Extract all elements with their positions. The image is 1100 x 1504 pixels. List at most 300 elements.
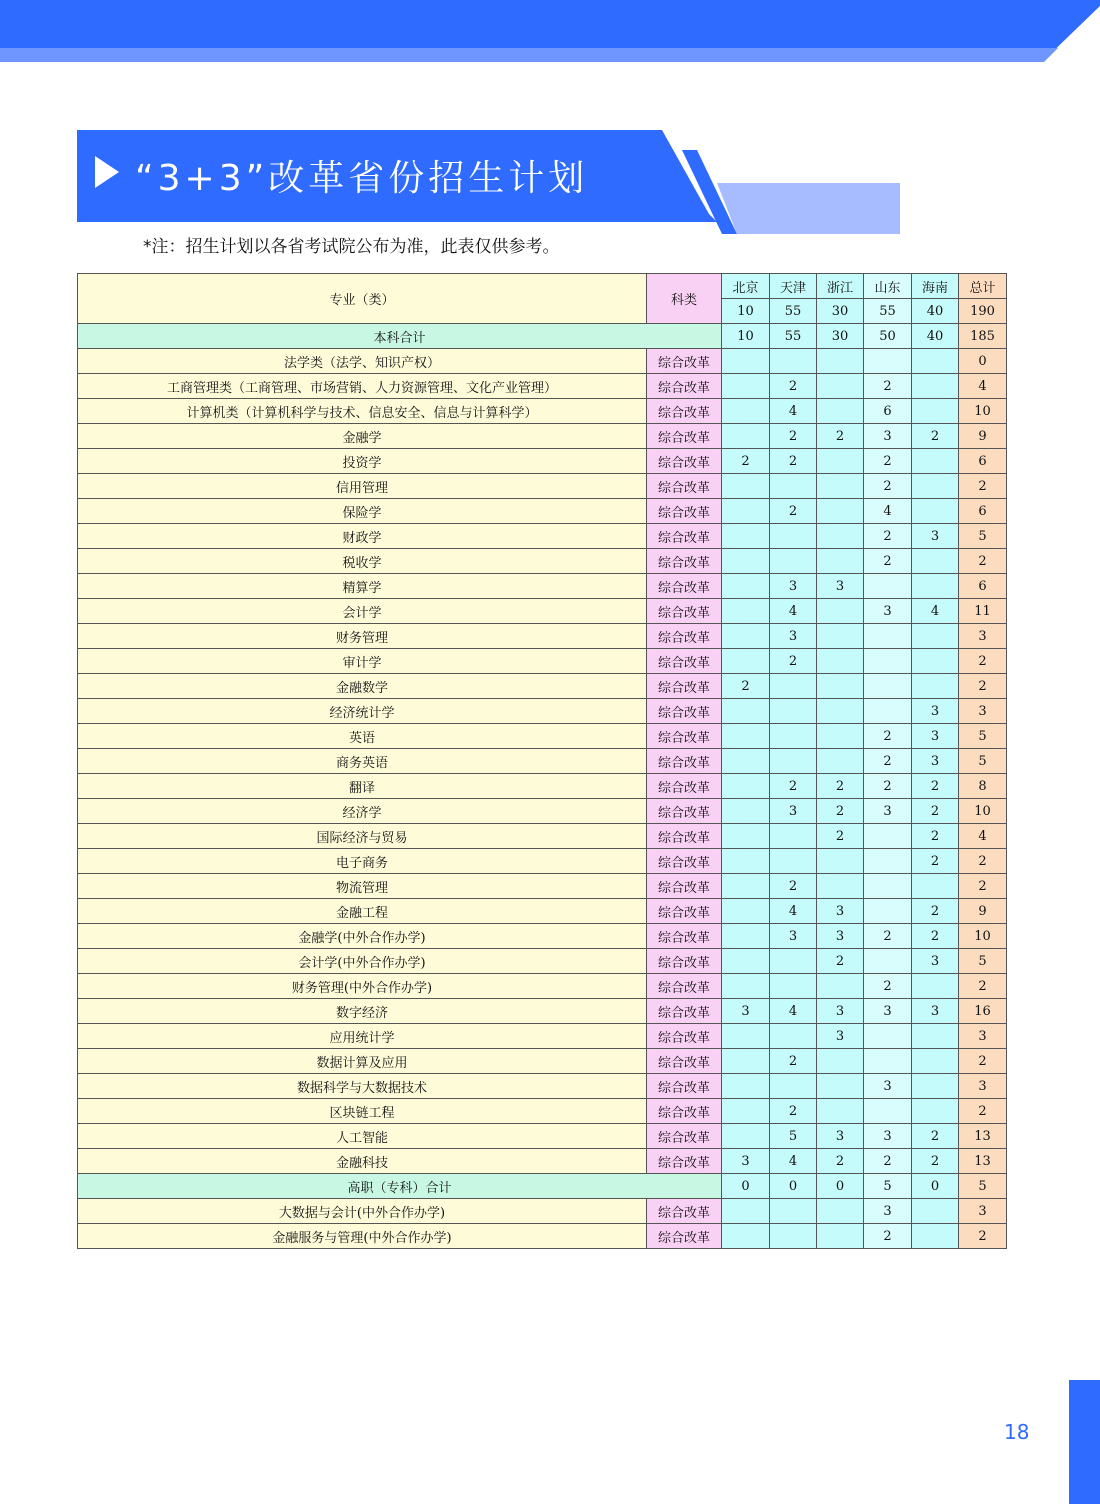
category-cell: 综合改革 bbox=[647, 899, 722, 924]
page-edge-tab bbox=[1069, 1380, 1100, 1504]
table-row bbox=[78, 699, 1007, 724]
row-total: 4 bbox=[959, 374, 1007, 399]
province-quota: 3 bbox=[817, 999, 864, 1024]
category-cell: 综合改革 bbox=[647, 349, 722, 374]
province-quota bbox=[770, 524, 817, 549]
table-row bbox=[78, 674, 1007, 699]
province-quota: 4 bbox=[864, 499, 912, 524]
summary-row bbox=[78, 324, 1007, 349]
province-quota: 2 bbox=[864, 374, 912, 399]
province-quota bbox=[770, 749, 817, 774]
province-quota bbox=[722, 574, 770, 599]
province-quota: 2 bbox=[817, 774, 864, 799]
province-quota: 3 bbox=[912, 749, 959, 774]
plan-total-cell: 190 bbox=[959, 299, 1007, 324]
province-quota bbox=[817, 699, 864, 724]
province-quota: 3 bbox=[722, 999, 770, 1024]
major-name: 金融科技 bbox=[78, 1149, 647, 1174]
row-total: 2 bbox=[959, 549, 1007, 574]
province-quota: 3 bbox=[770, 574, 817, 599]
summary-value: 50 bbox=[864, 324, 912, 349]
major-name: 财政学 bbox=[78, 524, 647, 549]
row-total: 10 bbox=[959, 399, 1007, 424]
major-name: 人工智能 bbox=[78, 1124, 647, 1149]
major-name: 金融学(中外合作办学) bbox=[78, 924, 647, 949]
province-quota: 2 bbox=[864, 524, 912, 549]
province-quota bbox=[770, 1024, 817, 1049]
province-quota bbox=[722, 624, 770, 649]
province-quota: 2 bbox=[912, 1124, 959, 1149]
province-quota: 4 bbox=[912, 599, 959, 624]
major-name: 计算机类（计算机科学与技术、信息安全、信息与计算科学） bbox=[78, 399, 647, 424]
province-quota bbox=[722, 699, 770, 724]
category-cell: 综合改革 bbox=[647, 674, 722, 699]
summary-value: 55 bbox=[770, 324, 817, 349]
table-row bbox=[78, 999, 1007, 1024]
province-quota: 2 bbox=[864, 924, 912, 949]
plan-total-cell: 30 bbox=[817, 299, 864, 324]
major-name: 大数据与会计(中外合作办学) bbox=[78, 1199, 647, 1224]
category-cell: 综合改革 bbox=[647, 374, 722, 399]
province-quota bbox=[722, 1224, 770, 1249]
province-quota bbox=[722, 649, 770, 674]
plan-total-cell: 10 bbox=[722, 299, 770, 324]
province-quota bbox=[864, 624, 912, 649]
province-quota: 2 bbox=[912, 424, 959, 449]
province-quota: 2 bbox=[770, 649, 817, 674]
category-cell: 综合改革 bbox=[647, 1149, 722, 1174]
province-quota: 3 bbox=[722, 1149, 770, 1174]
province-quota bbox=[722, 374, 770, 399]
table-row bbox=[78, 724, 1007, 749]
table-row bbox=[78, 374, 1007, 399]
row-total: 10 bbox=[959, 924, 1007, 949]
table-row bbox=[78, 349, 1007, 374]
province-quota bbox=[817, 599, 864, 624]
province-quota: 4 bbox=[770, 999, 817, 1024]
province-quota bbox=[770, 949, 817, 974]
table-row bbox=[78, 449, 1007, 474]
province-quota bbox=[817, 1199, 864, 1224]
category-cell: 综合改革 bbox=[647, 999, 722, 1024]
province-quota: 2 bbox=[864, 1149, 912, 1174]
province-quota bbox=[864, 1099, 912, 1124]
province-quota: 2 bbox=[864, 549, 912, 574]
table-row bbox=[78, 1049, 1007, 1074]
province-quota: 3 bbox=[864, 599, 912, 624]
major-name: 审计学 bbox=[78, 649, 647, 674]
row-total: 2 bbox=[959, 849, 1007, 874]
province-quota: 5 bbox=[770, 1124, 817, 1149]
table-row bbox=[78, 1024, 1007, 1049]
summary-row bbox=[78, 1174, 1007, 1199]
province-quota: 6 bbox=[864, 399, 912, 424]
province-quota bbox=[817, 474, 864, 499]
category-cell: 综合改革 bbox=[647, 1074, 722, 1099]
row-total: 3 bbox=[959, 1074, 1007, 1099]
province-quota: 3 bbox=[912, 524, 959, 549]
province-quota bbox=[864, 699, 912, 724]
header-row bbox=[78, 274, 1007, 299]
province-quota bbox=[864, 899, 912, 924]
province-quota bbox=[722, 849, 770, 874]
table-row bbox=[78, 1199, 1007, 1224]
province-quota bbox=[817, 399, 864, 424]
province-quota: 2 bbox=[912, 824, 959, 849]
major-name: 物流管理 bbox=[78, 874, 647, 899]
province-quota bbox=[864, 874, 912, 899]
province-quota bbox=[912, 474, 959, 499]
province-quota bbox=[912, 499, 959, 524]
row-total: 5 bbox=[959, 524, 1007, 549]
row-total: 5 bbox=[959, 949, 1007, 974]
province-quota bbox=[722, 349, 770, 374]
row-total: 6 bbox=[959, 574, 1007, 599]
table-row bbox=[78, 499, 1007, 524]
major-name: 区块链工程 bbox=[78, 1099, 647, 1124]
province-quota: 3 bbox=[770, 624, 817, 649]
row-total: 9 bbox=[959, 424, 1007, 449]
province-quota bbox=[722, 399, 770, 424]
table-row bbox=[78, 874, 1007, 899]
province-quota bbox=[817, 749, 864, 774]
row-total: 2 bbox=[959, 1224, 1007, 1249]
province-quota bbox=[722, 1074, 770, 1099]
province-quota bbox=[722, 949, 770, 974]
table-row bbox=[78, 824, 1007, 849]
province-quota bbox=[817, 1074, 864, 1099]
province-quota bbox=[864, 1024, 912, 1049]
table-row bbox=[78, 574, 1007, 599]
category-cell: 综合改革 bbox=[647, 749, 722, 774]
province-quota bbox=[912, 1099, 959, 1124]
table-row bbox=[78, 424, 1007, 449]
province-quota bbox=[722, 724, 770, 749]
major-name: 商务英语 bbox=[78, 749, 647, 774]
province-quota bbox=[912, 549, 959, 574]
table-row bbox=[78, 1149, 1007, 1174]
row-total: 4 bbox=[959, 824, 1007, 849]
province-quota: 2 bbox=[864, 774, 912, 799]
province-quota bbox=[912, 1199, 959, 1224]
province-quota: 2 bbox=[770, 499, 817, 524]
category-cell: 综合改革 bbox=[647, 599, 722, 624]
row-total: 10 bbox=[959, 799, 1007, 824]
province-quota bbox=[722, 524, 770, 549]
summary-label: 本科合计 bbox=[78, 324, 722, 349]
province-quota bbox=[770, 1074, 817, 1099]
category-cell: 综合改革 bbox=[647, 874, 722, 899]
row-total: 3 bbox=[959, 1199, 1007, 1224]
table-row bbox=[78, 549, 1007, 574]
province-quota bbox=[817, 674, 864, 699]
category-cell: 综合改革 bbox=[647, 574, 722, 599]
province-quota bbox=[912, 399, 959, 424]
province-quota: 2 bbox=[912, 1149, 959, 1174]
province-quota: 2 bbox=[817, 949, 864, 974]
category-cell: 综合改革 bbox=[647, 499, 722, 524]
province-quota bbox=[912, 1074, 959, 1099]
province-quota: 3 bbox=[864, 424, 912, 449]
province-quota: 3 bbox=[864, 1124, 912, 1149]
page-number: 18 bbox=[1004, 1420, 1030, 1444]
province-quota: 4 bbox=[770, 399, 817, 424]
province-quota bbox=[864, 824, 912, 849]
category-cell: 综合改革 bbox=[647, 949, 722, 974]
row-total: 2 bbox=[959, 1049, 1007, 1074]
plan-total-cell: 55 bbox=[770, 299, 817, 324]
province-quota bbox=[722, 799, 770, 824]
major-name: 应用统计学 bbox=[78, 1024, 647, 1049]
province-quota: 2 bbox=[912, 899, 959, 924]
major-name: 英语 bbox=[78, 724, 647, 749]
category-cell: 综合改革 bbox=[647, 774, 722, 799]
province-quota bbox=[817, 1099, 864, 1124]
table-row bbox=[78, 524, 1007, 549]
province-quota bbox=[864, 349, 912, 374]
province-quota bbox=[770, 699, 817, 724]
province-quota bbox=[817, 349, 864, 374]
row-total: 3 bbox=[959, 699, 1007, 724]
category-cell: 综合改革 bbox=[647, 974, 722, 999]
province-quota bbox=[817, 974, 864, 999]
province-quota bbox=[912, 449, 959, 474]
province-quota: 2 bbox=[817, 824, 864, 849]
row-total: 6 bbox=[959, 449, 1007, 474]
table-row bbox=[78, 924, 1007, 949]
plan-total-cell: 40 bbox=[912, 299, 959, 324]
province-quota bbox=[722, 749, 770, 774]
province-quota bbox=[722, 974, 770, 999]
row-total: 11 bbox=[959, 599, 1007, 624]
province-quota bbox=[912, 349, 959, 374]
province-quota: 2 bbox=[912, 799, 959, 824]
major-name: 金融学 bbox=[78, 424, 647, 449]
category-cell: 综合改革 bbox=[647, 1199, 722, 1224]
major-name: 精算学 bbox=[78, 574, 647, 599]
province-quota bbox=[770, 724, 817, 749]
province-quota: 2 bbox=[817, 1149, 864, 1174]
table-row bbox=[78, 849, 1007, 874]
header-province: 海南 bbox=[912, 274, 959, 299]
province-quota: 2 bbox=[864, 474, 912, 499]
category-cell: 综合改革 bbox=[647, 474, 722, 499]
major-name: 国际经济与贸易 bbox=[78, 824, 647, 849]
category-cell: 综合改革 bbox=[647, 824, 722, 849]
province-quota bbox=[770, 549, 817, 574]
province-quota: 3 bbox=[817, 574, 864, 599]
row-total: 0 bbox=[959, 349, 1007, 374]
province-quota bbox=[912, 1024, 959, 1049]
table-row bbox=[78, 1124, 1007, 1149]
province-quota bbox=[912, 674, 959, 699]
header-major: 专业（类） bbox=[78, 274, 647, 324]
table-row bbox=[78, 649, 1007, 674]
province-quota bbox=[722, 899, 770, 924]
row-total: 2 bbox=[959, 1099, 1007, 1124]
province-quota bbox=[722, 474, 770, 499]
major-name: 保险学 bbox=[78, 499, 647, 524]
province-quota: 2 bbox=[770, 374, 817, 399]
province-quota: 3 bbox=[817, 924, 864, 949]
province-quota bbox=[817, 874, 864, 899]
province-quota: 4 bbox=[770, 899, 817, 924]
category-cell: 综合改革 bbox=[647, 699, 722, 724]
province-quota: 2 bbox=[770, 1099, 817, 1124]
top-banner bbox=[0, 0, 1100, 62]
table-row bbox=[78, 899, 1007, 924]
province-quota bbox=[722, 1199, 770, 1224]
province-quota bbox=[770, 849, 817, 874]
province-quota: 2 bbox=[770, 874, 817, 899]
row-total: 13 bbox=[959, 1124, 1007, 1149]
province-quota bbox=[817, 849, 864, 874]
major-name: 数据计算及应用 bbox=[78, 1049, 647, 1074]
table-row bbox=[78, 1099, 1007, 1124]
province-quota: 3 bbox=[864, 999, 912, 1024]
province-quota: 2 bbox=[770, 774, 817, 799]
header-category: 科类 bbox=[647, 274, 722, 324]
category-cell: 综合改革 bbox=[647, 1124, 722, 1149]
province-quota: 2 bbox=[770, 1049, 817, 1074]
enrollment-plan-table bbox=[77, 273, 1007, 1249]
province-quota bbox=[817, 724, 864, 749]
province-quota bbox=[817, 449, 864, 474]
province-quota bbox=[722, 499, 770, 524]
major-name: 信用管理 bbox=[78, 474, 647, 499]
province-quota bbox=[864, 649, 912, 674]
summary-value: 30 bbox=[817, 324, 864, 349]
major-name: 翻译 bbox=[78, 774, 647, 799]
province-quota bbox=[912, 1224, 959, 1249]
summary-value: 0 bbox=[912, 1174, 959, 1199]
province-quota bbox=[722, 1024, 770, 1049]
province-quota bbox=[770, 974, 817, 999]
province-quota: 2 bbox=[864, 724, 912, 749]
header-province: 浙江 bbox=[817, 274, 864, 299]
province-quota: 4 bbox=[770, 1149, 817, 1174]
category-cell: 综合改革 bbox=[647, 524, 722, 549]
summary-value: 0 bbox=[722, 1174, 770, 1199]
province-quota bbox=[722, 1049, 770, 1074]
province-quota bbox=[722, 824, 770, 849]
category-cell: 综合改革 bbox=[647, 449, 722, 474]
major-name: 金融数学 bbox=[78, 674, 647, 699]
row-total: 2 bbox=[959, 874, 1007, 899]
province-quota bbox=[864, 1049, 912, 1074]
province-quota bbox=[817, 649, 864, 674]
province-quota bbox=[864, 574, 912, 599]
table-row bbox=[78, 749, 1007, 774]
category-cell: 综合改革 bbox=[647, 1224, 722, 1249]
major-name: 数据科学与大数据技术 bbox=[78, 1074, 647, 1099]
province-quota bbox=[722, 774, 770, 799]
row-total: 9 bbox=[959, 899, 1007, 924]
table-row bbox=[78, 1074, 1007, 1099]
major-name: 经济统计学 bbox=[78, 699, 647, 724]
row-total: 2 bbox=[959, 474, 1007, 499]
table-row bbox=[78, 1224, 1007, 1249]
province-quota: 3 bbox=[770, 799, 817, 824]
province-quota bbox=[770, 1199, 817, 1224]
province-quota: 2 bbox=[912, 774, 959, 799]
province-quota bbox=[817, 524, 864, 549]
category-cell: 综合改革 bbox=[647, 399, 722, 424]
major-name: 数字经济 bbox=[78, 999, 647, 1024]
province-quota bbox=[912, 624, 959, 649]
province-quota bbox=[770, 349, 817, 374]
province-quota bbox=[722, 1099, 770, 1124]
province-quota bbox=[912, 574, 959, 599]
category-cell: 综合改革 bbox=[647, 799, 722, 824]
row-total: 6 bbox=[959, 499, 1007, 524]
province-quota bbox=[770, 674, 817, 699]
province-quota bbox=[864, 849, 912, 874]
province-quota bbox=[817, 1224, 864, 1249]
major-name: 工商管理类（工商管理、市场营销、人力资源管理、文化产业管理） bbox=[78, 374, 647, 399]
header-province: 天津 bbox=[770, 274, 817, 299]
province-quota bbox=[722, 874, 770, 899]
summary-value: 5 bbox=[864, 1174, 912, 1199]
row-total: 3 bbox=[959, 1024, 1007, 1049]
province-quota: 2 bbox=[722, 449, 770, 474]
province-quota: 2 bbox=[864, 449, 912, 474]
province-quota bbox=[817, 374, 864, 399]
summary-total: 5 bbox=[959, 1174, 1007, 1199]
major-name: 会计学(中外合作办学) bbox=[78, 949, 647, 974]
category-cell: 综合改革 bbox=[647, 724, 722, 749]
province-quota: 2 bbox=[912, 924, 959, 949]
table-row bbox=[78, 774, 1007, 799]
major-name: 会计学 bbox=[78, 599, 647, 624]
province-quota: 3 bbox=[864, 799, 912, 824]
province-quota bbox=[912, 974, 959, 999]
plan-total-cell: 55 bbox=[864, 299, 912, 324]
summary-value: 0 bbox=[770, 1174, 817, 1199]
table-row bbox=[78, 949, 1007, 974]
province-quota: 2 bbox=[817, 799, 864, 824]
row-total: 8 bbox=[959, 774, 1007, 799]
province-quota: 2 bbox=[864, 974, 912, 999]
province-quota bbox=[912, 1049, 959, 1074]
category-cell: 综合改革 bbox=[647, 1024, 722, 1049]
province-quota bbox=[722, 549, 770, 574]
province-quota bbox=[817, 549, 864, 574]
major-name: 金融工程 bbox=[78, 899, 647, 924]
province-quota bbox=[864, 949, 912, 974]
major-name: 投资学 bbox=[78, 449, 647, 474]
row-total: 2 bbox=[959, 649, 1007, 674]
province-quota: 3 bbox=[770, 924, 817, 949]
category-cell: 综合改革 bbox=[647, 1049, 722, 1074]
table-row bbox=[78, 624, 1007, 649]
province-quota: 3 bbox=[912, 699, 959, 724]
header-province: 山东 bbox=[864, 274, 912, 299]
province-quota: 2 bbox=[912, 849, 959, 874]
summary-total: 185 bbox=[959, 324, 1007, 349]
province-quota bbox=[722, 424, 770, 449]
province-quota: 3 bbox=[817, 1124, 864, 1149]
page-title: “3+3”改革省份招生计划 bbox=[135, 158, 589, 199]
row-total: 16 bbox=[959, 999, 1007, 1024]
summary-value: 40 bbox=[912, 324, 959, 349]
province-quota bbox=[912, 649, 959, 674]
major-name: 财务管理(中外合作办学) bbox=[78, 974, 647, 999]
province-quota bbox=[722, 599, 770, 624]
table-row bbox=[78, 974, 1007, 999]
province-quota: 3 bbox=[912, 999, 959, 1024]
province-quota bbox=[770, 474, 817, 499]
